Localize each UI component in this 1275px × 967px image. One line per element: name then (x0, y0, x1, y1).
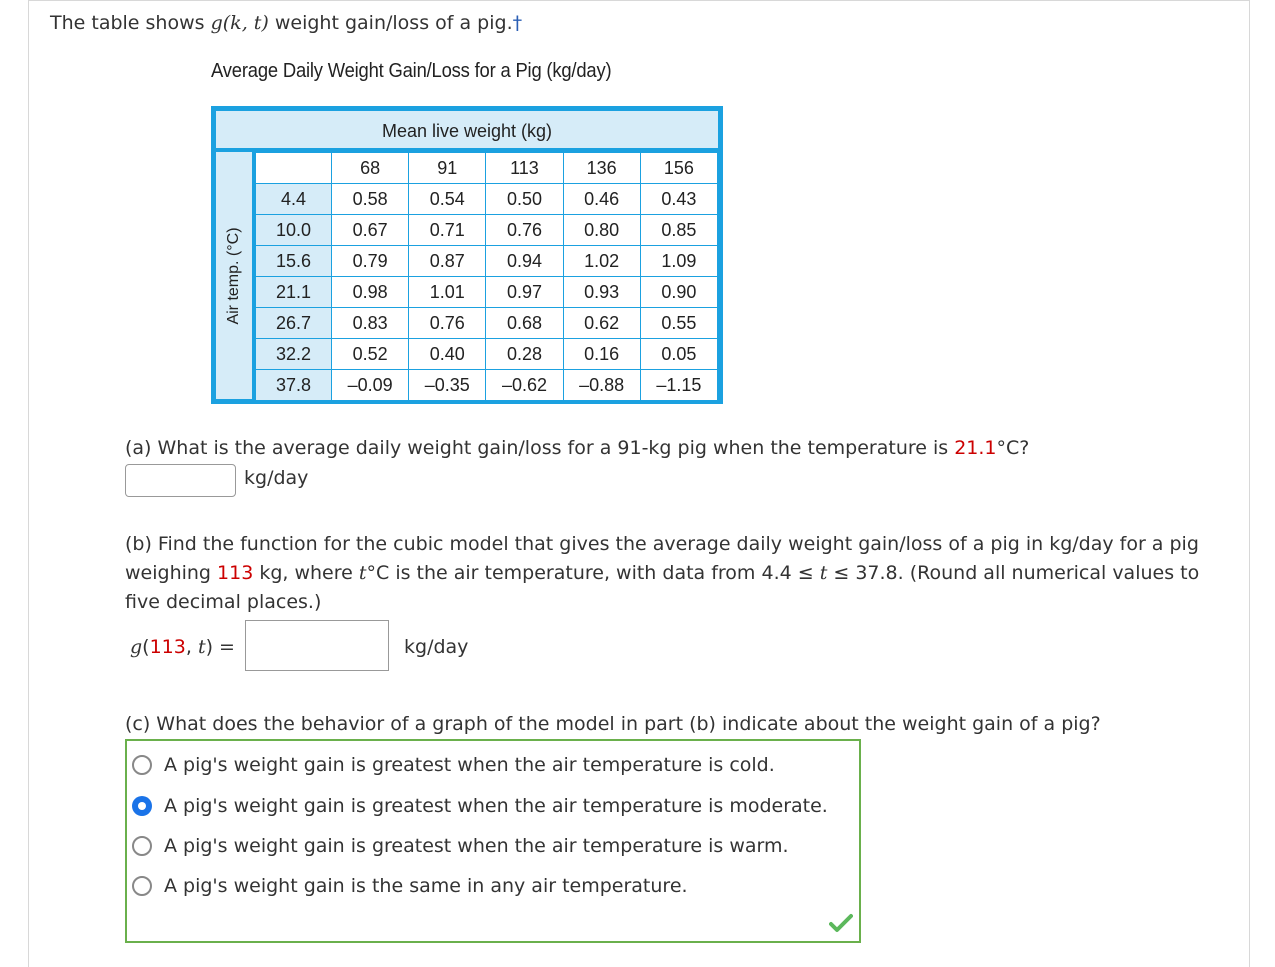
part-b-answer-input[interactable] (245, 620, 389, 671)
weight-table (211, 106, 723, 404)
table-cell: 0.98 (332, 277, 409, 308)
part-b-t-var: t (358, 562, 367, 584)
table-cell: 0.16 (563, 339, 640, 370)
table-row (256, 246, 718, 277)
table-row (256, 277, 718, 308)
part-c-choices (125, 739, 861, 943)
radio-same[interactable] (132, 876, 152, 896)
row-header-cell: 32.2 (256, 339, 332, 370)
choice-same[interactable] (132, 873, 688, 899)
table-cell: 0.67 (332, 215, 409, 246)
intro-args: (k, t) (222, 12, 269, 34)
intro-text (50, 12, 522, 34)
part-b-text-2: kg, where (253, 562, 359, 584)
table-cell: 0.05 (640, 339, 717, 370)
table-cell: –0.88 (563, 370, 640, 401)
part-b-t-var-2: t (819, 562, 828, 584)
table-row (256, 339, 718, 370)
table-cell: 0.80 (563, 215, 640, 246)
table-cell: 1.01 (409, 277, 486, 308)
part-a-answer-input[interactable] (125, 464, 236, 497)
column-header-cell: 136 (563, 153, 640, 184)
table-cell: 0.40 (409, 339, 486, 370)
table-cell: 1.02 (563, 246, 640, 277)
radio-cold[interactable] (132, 755, 152, 775)
part-b-text-1: (b) Find the function for the cubic model that gives the average daily weight gain/loss of a pig in kg/day for a pig weighing (125, 533, 1199, 584)
column-header-cell: 91 (409, 153, 486, 184)
row-header-cell: 4.4 (256, 184, 332, 215)
footnote-dagger-link[interactable]: † (512, 12, 523, 34)
table-row (256, 215, 718, 246)
table-title: Average Daily Weight Gain/Loss for a Pig (kg/day) (211, 60, 612, 82)
column-header-cell: 68 (332, 153, 409, 184)
intro-suffix: weight gain/loss of a pig. (268, 12, 513, 34)
part-c-question: (c) What does the behavior of a graph of the model in part (b) indicate about the weight gain of a pig? (125, 713, 1101, 735)
table-cell: 0.79 (332, 246, 409, 277)
table-cell: 0.54 (409, 184, 486, 215)
row-group-header (216, 152, 255, 399)
row-header-cell: 21.1 (256, 277, 332, 308)
row-header-cell: 37.8 (256, 370, 332, 401)
part-b-question (125, 530, 1225, 617)
radio-moderate[interactable] (132, 796, 152, 816)
func-weight: 113 (149, 636, 186, 658)
column-header-cell: 156 (640, 153, 717, 184)
func-g: g (130, 636, 143, 658)
intro-func: g (210, 12, 223, 34)
row-header-cell: 15.6 (256, 246, 332, 277)
table-cell: 0.71 (409, 215, 486, 246)
part-b-text-4: ≤ 37.8. (Round all numerical values to five decimal places.) (125, 562, 1200, 613)
table-cell: 0.97 (486, 277, 563, 308)
row-header-cell: 10.0 (256, 215, 332, 246)
table-cell: 0.68 (486, 308, 563, 339)
table-cell: 0.52 (332, 339, 409, 370)
table-cell: 0.76 (409, 308, 486, 339)
part-b-weight: 113 (217, 562, 254, 584)
table-cell: 0.50 (486, 184, 563, 215)
table-cell: 0.55 (640, 308, 717, 339)
table-row (256, 184, 718, 215)
row-header-cell: 26.7 (256, 308, 332, 339)
func-sep: , (185, 636, 198, 658)
choice-label-warm: A pig's weight gain is greatest when the air temperature is warm. (164, 835, 789, 857)
table-row (256, 370, 718, 401)
choice-label-cold: A pig's weight gain is greatest when the air temperature is cold. (164, 754, 775, 776)
table-cell: –1.15 (640, 370, 717, 401)
table-cell: 0.58 (332, 184, 409, 215)
table-cell: 0.76 (486, 215, 563, 246)
correct-check-icon (829, 913, 853, 933)
choice-moderate[interactable] (132, 793, 828, 819)
part-a-question (125, 437, 1029, 459)
table-cell: 0.43 (640, 184, 717, 215)
column-header-cell: 113 (486, 153, 563, 184)
table-cell: 0.93 (563, 277, 640, 308)
table-cell: –0.62 (486, 370, 563, 401)
intro-prefix: The table shows (50, 12, 211, 34)
part-b-unit: kg/day (404, 636, 469, 658)
table-cell: 0.94 (486, 246, 563, 277)
table-cell: 0.46 (563, 184, 640, 215)
grid-corner-cell (256, 153, 332, 184)
table-row (256, 308, 718, 339)
data-grid (255, 152, 718, 401)
part-b-function-label (130, 636, 235, 658)
table-cell: 0.87 (409, 246, 486, 277)
table-cell: 0.90 (640, 277, 717, 308)
part-a-text: (a) What is the average daily weight gain/loss for a 91-kg pig when the temperature is (125, 437, 955, 459)
choice-label-moderate: A pig's weight gain is greatest when the air temperature is moderate. (164, 795, 828, 817)
radio-warm[interactable] (132, 836, 152, 856)
part-a-suffix: °C? (996, 437, 1030, 459)
part-b-text-3: °C is the air temperature, with data from 4.4 ≤ (366, 562, 820, 584)
part-a-unit: kg/day (244, 467, 309, 489)
func-close: ) = (205, 636, 235, 658)
func-open: ( (142, 636, 150, 658)
choice-cold[interactable] (132, 752, 775, 778)
table-cell: –0.09 (332, 370, 409, 401)
choice-warm[interactable] (132, 833, 789, 859)
row-group-header-label: Air temp. (°C) (225, 226, 242, 325)
table-cell: 1.09 (640, 246, 717, 277)
func-t: t (197, 636, 206, 658)
table-cell: 0.85 (640, 215, 717, 246)
table-cell: –0.35 (409, 370, 486, 401)
column-group-header: Mean live weight (kg) (216, 111, 718, 152)
part-a-temp: 21.1 (954, 437, 997, 459)
table-cell: 0.62 (563, 308, 640, 339)
table-cell: 0.28 (486, 339, 563, 370)
choice-label-same: A pig's weight gain is the same in any air temperature. (164, 875, 688, 897)
table-cell: 0.83 (332, 308, 409, 339)
